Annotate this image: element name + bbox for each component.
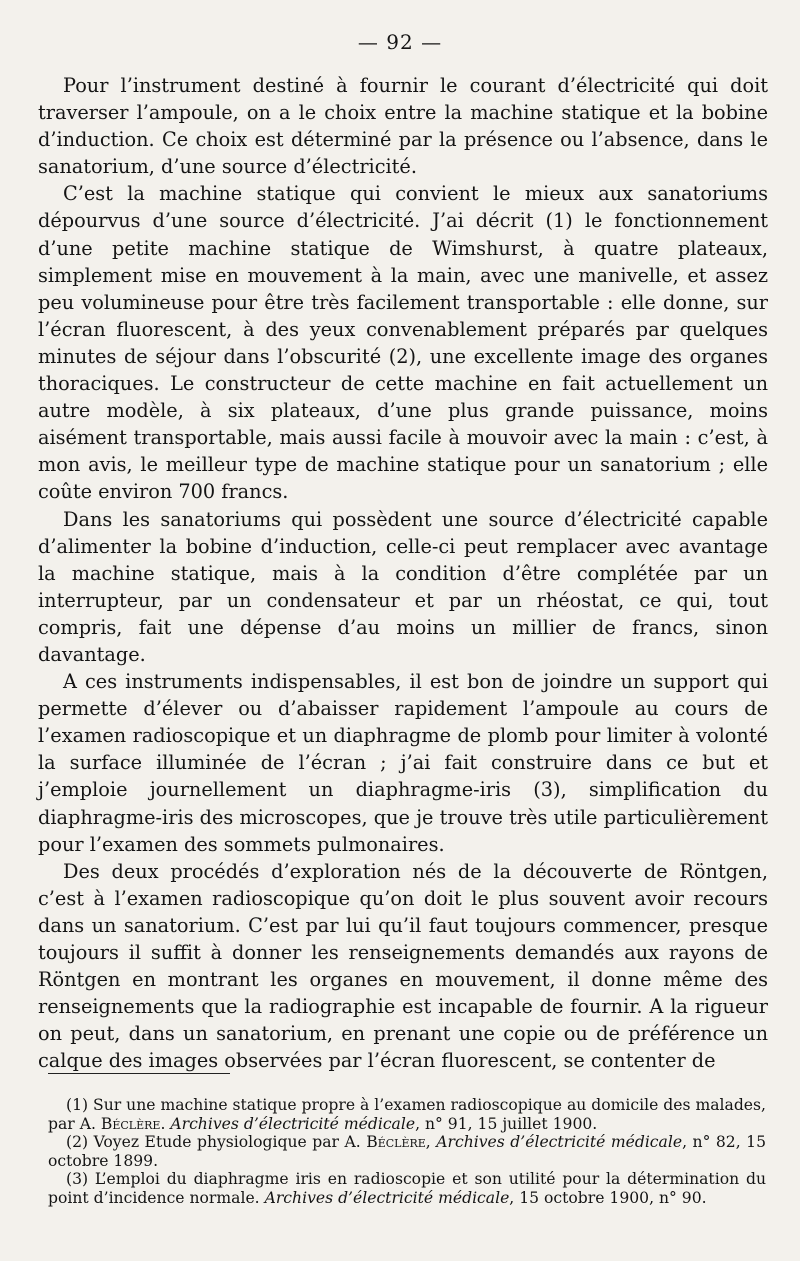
footnote-1-text: (1) Sur une machine statique propre à l’examen radioscopique au domicile des malades, par A. [48, 1096, 766, 1133]
paragraph-5: Des deux procédés d’exploration nés de la découverte de Röntgen, c’est à l’examen radioscopique qu’on doit le plus souvent avoir recours dans un sanatorium. C’est par lui qu’il faut toujours commencer, presque toujours il suffit à donner les renseignements demandés aux rayons de Röntgen en montrant les organes en mouvement, il donne même des renseignements que la radiographie est incapable de fournir. A la rigueur on peut, dans un sanatorium, en prenant une copie ou de préférence un calque des images observées par l’écran fluorescent, se contenter de [38, 859, 768, 1073]
paragraph-4: A ces instruments indispensables, il est bon de joindre un support qui permette d’élever ou d’abaisser rapidement l’ampoule au cours de l’examen radioscopique et un diaphragme de plomb pour limiter à volonté la surface illuminée de l’écran ; j’ai fait construire dans ce but et j’emploie journellement un diaphragme-iris (3), simplification du diaphragme-iris des microscopes, que je trouve très utile particulièrement pour l’examen des sommets pulmonaires. [38, 670, 768, 856]
footnote-1-author: Béclère [100, 1114, 161, 1133]
footnote-2-author: Béclère [366, 1133, 426, 1152]
footnote-separator [48, 1073, 230, 1074]
footnotes [48, 1096, 766, 1208]
footnote-1-journal: Archives d’électricité médicale [170, 1114, 416, 1133]
footnote-3-reference: , 15 octobre 1900, n° 90. [509, 1188, 707, 1207]
paragraph-3: Dans les sanatoriums qui possèdent une source d’électricité capable d’alimenter la bobine d’induction, celle-ci peut remplacer avec avantage la machine statique, mais à la condition d’être complétée par un interrupteur, par un condensateur et par un rhéostat, ce qui, tout compris, fait une dépense d’au moins un millier de francs, sinon davantage. [38, 507, 768, 666]
footnote-2 [48, 1133, 766, 1170]
paragraph-2: C’est la machine statique qui convient le mieux aux sanatoriums dépourvus d’une source d’électricité. J’ai décrit (1) le fonctionnement d’une petite machine statique de Wimshurst, à quatre plateaux, simplement mise en mouvement à la main, avec une manivelle, et assez peu volumineuse pour être très facilement transportable : elle donne, sur l’écran fluorescent, à des yeux convenablement préparés par quelques minutes de séjour dans l’obscurité (2), une excellente image des organes thoraciques. Le constructeur de cette machine en fait actuellement un autre modèle, à six plateaux, d’une plus grande puissance, moins aisément transportable, mais aussi facile à mouvoir avec la main : c’est, à mon avis, le meilleur type de machine statique pour un sanatorium ; elle coûte environ 700 francs. [38, 182, 768, 504]
body-text [38, 72, 768, 1074]
footnote-2-separator: , [425, 1133, 437, 1152]
footnote-3-text: (3) L’emploi du diaphragme iris en radioscopie et son utilité pour la détermination du point d’incidence normale. [48, 1170, 766, 1207]
footnote-3 [48, 1170, 766, 1207]
paragraph-1: Pour l’instrument destiné à fournir le courant d’électricité qui doit traverser l’ampoule, on a le choix entre la machine statique et la bobine d’induction. Ce choix est déterminé par la présence ou l’absence, dans le sanatorium, d’une source d’électricité. [38, 74, 768, 179]
page-number: — 92 — [357, 30, 443, 54]
footnote-1 [48, 1096, 766, 1133]
footnote-2-reference: , n° 82, 15 octobre 1899. [48, 1133, 767, 1170]
footnote-1-separator: . [160, 1114, 171, 1133]
footnote-1-reference: , n° 91, 15 juillet 1900. [415, 1114, 598, 1133]
footnote-3-journal: Archives d’électricité médicale [264, 1188, 510, 1207]
footnote-2-journal: Archives d’électricité médicale [436, 1133, 683, 1152]
footnote-2-text: (2) Voyez Etude physiologique par A. [66, 1133, 367, 1152]
